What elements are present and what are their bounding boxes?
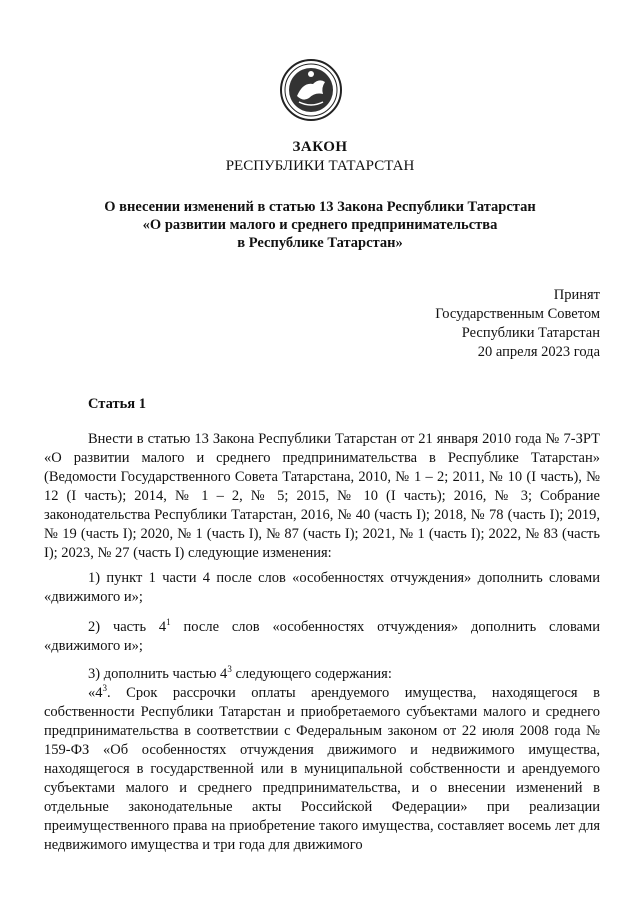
law-subject xyxy=(0,198,640,252)
subject-line: в Республике Татарстан» xyxy=(237,235,403,251)
law-title: ЗАКОН xyxy=(292,139,348,155)
item-text: после слов «особенностях отчуждения» дополнить словами «движимого и»; xyxy=(44,619,600,654)
item-text: 2) часть 4 xyxy=(88,619,167,635)
adoption-line: 20 апреля 2023 года xyxy=(477,344,600,360)
amendment-item-2 xyxy=(44,618,600,656)
adoption-line: Государственным Советом xyxy=(435,306,600,322)
adoption-line: Республики Татарстан xyxy=(461,325,600,341)
quote-text: «4 xyxy=(88,685,103,701)
superscript: 1 xyxy=(166,617,171,628)
quote-text: . Срок рассрочки оплаты арендуемого имущества, находящегося в собственности Республики Татарстан и приобретаемого субъектами малого и среднего предпринимательства в соответствии с Федеральным законом от 22 июля 2008 года № 159-ФЗ «Об особенностях отчуждения движимого и недвижимого имущества, находящегося в государственной или в муниципальной собственности и арендуемого субъектами малого и среднего предпринимательства, и о внесении изменений в отдельные законодательные акты Российской Федерации» при реализации преимущественного права на приобретение такого имущества, составляет восемь лет для недвижимого имущества и три года для движимого xyxy=(44,685,600,853)
article-heading: Статья 1 xyxy=(88,396,146,412)
quoted-new-part xyxy=(44,684,600,887)
amendment-item-3 xyxy=(44,665,600,684)
tatarstan-emblem-icon xyxy=(279,58,343,122)
item-text: следующего содержания: xyxy=(231,666,392,682)
subject-line: «О развитии малого и среднего предпринимательства xyxy=(142,217,498,233)
item-text: 3) дополнить частью 4 xyxy=(88,666,228,682)
subject-line: О внесении изменений в статью 13 Закона Республики Татарстан xyxy=(104,199,536,215)
intro-paragraph: Внести в статью 13 Закона Республики Татарстан от 21 января 2010 года № 7-ЗРТ «О развитии малого и среднего предпринимательства в Республике Татарстан» (Ведомости Государственного Совета Татарстана, 2010, № 1 – 2; 2011, № 10 (I часть), № 12 (I часть); 2014, № 1 – 2, № 5; 2015, № 10 (I часть); 2016, № 3; Собрание законодательства Республики Татарстан, 2016, № 40 (часть I); 2018, № 78 (часть I); 2019, № 19 (часть I); 2020, № 1 (часть I), № 87 (часть I); 2021, № 1 (часть I); 2022, № 83 (часть I); 2023, № 27 (часть I) следующие изменения: xyxy=(44,431,600,561)
superscript: 3 xyxy=(102,684,107,694)
adoption-line: Принят xyxy=(553,287,600,303)
amendment-item-1: 1) пункт 1 части 4 после слов «особенностях отчуждения» дополнить словами «движимого и»; xyxy=(44,570,600,605)
adoption-block xyxy=(435,286,600,362)
superscript: 3 xyxy=(227,664,232,675)
republic-name: РЕСПУБЛИКИ ТАТАРСТАН xyxy=(225,158,415,174)
